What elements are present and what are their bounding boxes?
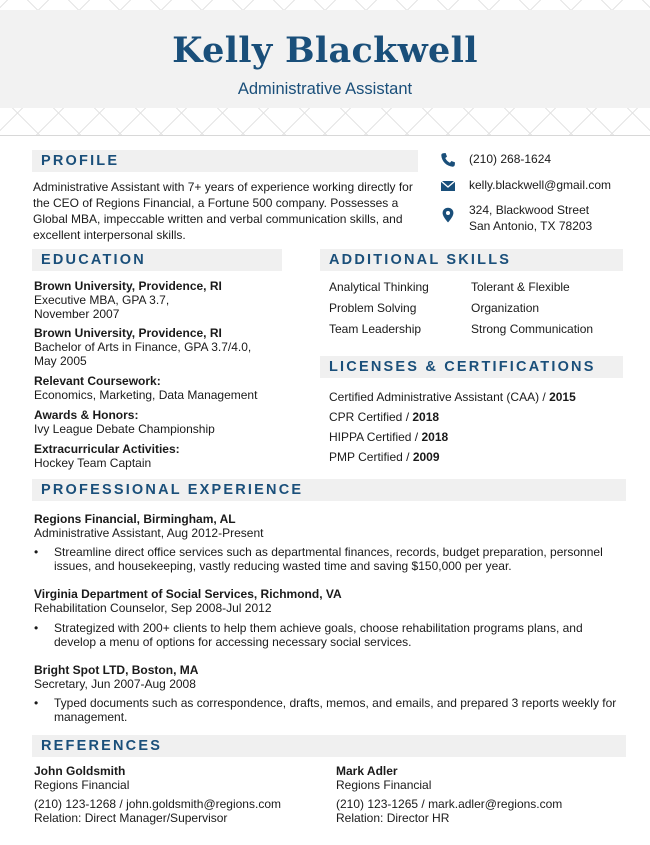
job-employer: Bright Spot LTD, Boston, MA xyxy=(34,663,199,677)
license-year: 2018 xyxy=(412,410,440,424)
skill-item: Organization xyxy=(471,301,540,315)
education-heading: EDUCATION xyxy=(32,249,282,271)
skill-item: Tolerant & Flexible xyxy=(471,280,570,294)
job-bullet xyxy=(34,696,624,724)
license-year: 2018 xyxy=(421,430,449,444)
profile-heading: PROFILE xyxy=(32,150,418,172)
education-entry xyxy=(34,326,251,368)
map-pin-icon xyxy=(440,207,456,223)
license-item xyxy=(329,390,576,404)
address-line-1: 324, Blackwood Street xyxy=(469,203,590,217)
job-role: Rehabilitation Counselor, Sep 2008-Jul 2012 xyxy=(34,601,272,615)
reference-name: John Goldsmith xyxy=(34,764,126,778)
awards xyxy=(34,408,215,436)
bullet-marker: • xyxy=(34,696,39,710)
bullet-text: Strategized with 200+ clients to help them achieve goals, choose rehabilitation programs plans, and develop a menu of options for accessing necessary social services. xyxy=(54,621,583,649)
license-item xyxy=(329,450,440,464)
phone-number: (210) 268-1624 xyxy=(469,152,552,166)
school-name: Brown University, Providence, RI xyxy=(34,279,222,293)
bullet-marker: • xyxy=(34,621,39,635)
bullet-text: Streamline direct office services such as departmental finances, records, budget preparation, personnel issues, and housekeeping, vastly reducing wasted time and saving $150,000 per year. xyxy=(54,545,603,573)
job-role: Administrative Assistant, Aug 2012-Present xyxy=(34,526,264,540)
reference-contact[interactable]: (210) 123-1265 / mark.adler@regions.com xyxy=(336,797,563,811)
reference-company: Regions Financial xyxy=(34,778,130,792)
license-name: HIPPA Certified / xyxy=(329,430,422,444)
job-employer: Regions Financial, Birmingham, AL xyxy=(34,512,236,526)
activities xyxy=(34,442,180,470)
skill-item: Analytical Thinking xyxy=(329,280,429,294)
license-name: PMP Certified / xyxy=(329,450,413,464)
license-name: Certified Administrative Assistant (CAA) / xyxy=(329,390,550,404)
phone-icon xyxy=(440,152,456,168)
license-name: CPR Certified / xyxy=(329,410,413,424)
reference-relation: Relation: Director HR xyxy=(336,811,450,825)
profile-text: Administrative Assistant with 7+ years of experience working directly for the CEO of Regions Financial, a Fortune 500 company. Possesses a Global MBA, impeccable written and verbal communication skills, and excellent interpersonal skills. xyxy=(33,180,413,242)
references-heading: REFERENCES xyxy=(32,735,626,757)
school-name: Brown University, Providence, RI xyxy=(34,326,222,340)
education-entry xyxy=(34,279,222,321)
awards-label: Awards & Honors: xyxy=(34,408,139,422)
candidate-name: Kelly Blackwell xyxy=(172,30,478,71)
license-item xyxy=(329,430,448,444)
degree: Executive MBA, GPA 3.7, xyxy=(34,293,170,307)
license-year: 2009 xyxy=(412,450,440,464)
reference-relation: Relation: Direct Manager/Supervisor xyxy=(34,811,228,825)
reference-contact[interactable]: (210) 123-1268 / john.goldsmith@regions.com xyxy=(34,797,281,811)
candidate-title: Administrative Assistant xyxy=(237,80,413,98)
email-address[interactable]: kelly.blackwell@gmail.com xyxy=(469,178,611,192)
skill-item: Problem Solving xyxy=(329,301,417,315)
license-item xyxy=(329,410,439,424)
job-bullet xyxy=(34,545,624,573)
skills-heading: ADDITIONAL SKILLS xyxy=(320,249,623,271)
degree-date: November 2007 xyxy=(34,307,120,321)
skill-item: Team Leadership xyxy=(329,322,422,336)
reference-company: Regions Financial xyxy=(336,778,432,792)
bullet-marker: • xyxy=(34,545,39,559)
job-bullet xyxy=(34,621,624,649)
reference-name: Mark Adler xyxy=(336,764,398,778)
activities-value: Hockey Team Captain xyxy=(34,456,152,470)
license-year: 2015 xyxy=(549,390,576,404)
address-line-2: San Antonio, TX 78203 xyxy=(469,219,593,233)
degree-date: May 2005 xyxy=(34,354,87,368)
job-role: Secretary, Jun 2007-Aug 2008 xyxy=(34,677,196,691)
header-divider xyxy=(0,135,650,136)
coursework xyxy=(34,374,257,402)
bullet-text: Typed documents such as correspondence, drafts, memos, and emails, and prepared 3 reports weekly for management. xyxy=(54,696,617,724)
job-employer: Virginia Department of Social Services, Richmond, VA xyxy=(34,587,342,601)
degree: Bachelor of Arts in Finance, GPA 3.7/4.0, xyxy=(34,340,252,354)
coursework-label: Relevant Coursework: xyxy=(34,374,161,388)
experience-heading: PROFESSIONAL EXPERIENCE xyxy=(32,479,626,501)
skill-item: Strong Communication xyxy=(471,322,594,336)
activities-label: Extracurricular Activities: xyxy=(34,442,180,456)
envelope-icon xyxy=(440,178,456,194)
awards-value: Ivy League Debate Championship xyxy=(34,422,215,436)
coursework-value: Economics, Marketing, Data Management xyxy=(34,388,258,402)
licenses-heading: LICENSES & CERTIFICATIONS xyxy=(320,356,623,378)
